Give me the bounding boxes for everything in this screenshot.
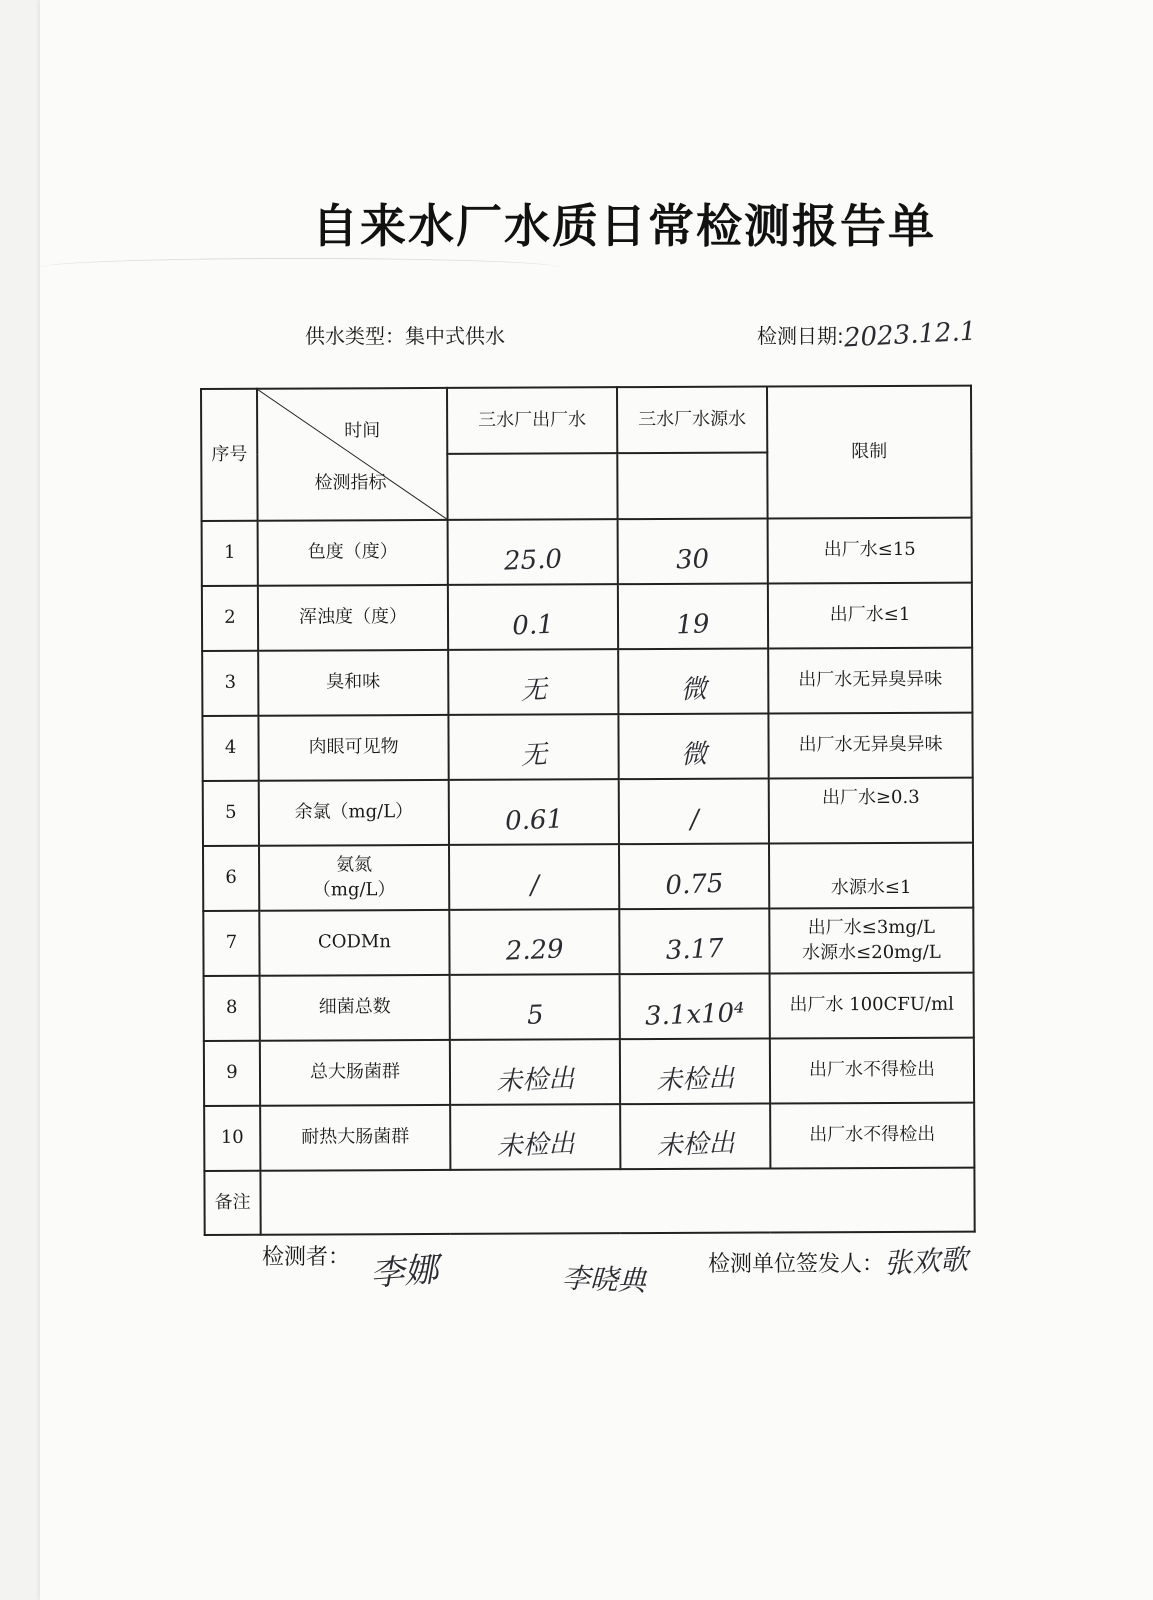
row-index: 7 <box>203 911 259 976</box>
row-index: 2 <box>202 586 258 651</box>
row-item: 臭和味 <box>258 650 448 716</box>
row-index: 10 <box>204 1106 260 1171</box>
row-index: 4 <box>202 716 258 781</box>
row-value-b: 3.17 <box>619 909 769 975</box>
test-date-value: 2023.12.1 <box>843 316 977 354</box>
row-index: 9 <box>204 1041 260 1106</box>
remark-label: 备注 <box>204 1171 260 1235</box>
header-limit: 限制 <box>767 386 972 519</box>
header-indicator: 检测指标 <box>314 471 387 494</box>
header-time: 时间 <box>344 420 381 442</box>
row-value-b: 30 <box>618 519 768 585</box>
row-value-a: 无 <box>448 714 618 780</box>
row-index: 1 <box>202 521 258 586</box>
row-value-a: 未检出 <box>450 1039 620 1105</box>
row-limit: 出厂水无异臭异味 <box>768 713 972 779</box>
header-diagonal-cell <box>257 388 448 521</box>
header-col-b-blank <box>617 453 767 520</box>
table-row <box>202 648 972 716</box>
row-limit: 出厂水≤1 <box>768 583 972 649</box>
report-title: 自来水厂水质日常检测报告单 <box>312 199 936 253</box>
table-row <box>203 843 973 911</box>
row-limit: 出厂水无异臭异味 <box>768 648 972 714</box>
table-row <box>204 973 974 1041</box>
row-limit: 出厂水≥0.3 <box>769 778 973 844</box>
row-value-a: 未检出 <box>450 1104 620 1170</box>
remark-value <box>260 1168 974 1235</box>
issuer-signature: 张欢歌 <box>883 1242 969 1281</box>
test-date <box>757 316 977 354</box>
report-table <box>200 385 976 1236</box>
header-index: 序号 <box>201 389 258 521</box>
table-row <box>203 908 973 976</box>
tester-signature-2: 李晓典 <box>561 1261 647 1298</box>
remark-row <box>204 1168 974 1235</box>
tester-signature-1: 李娜 <box>368 1249 440 1295</box>
row-value-a: 0.1 <box>448 584 618 650</box>
paper-crease <box>40 258 560 277</box>
row-limit: 出厂水不得检出 <box>770 1038 974 1104</box>
diagonal-line <box>258 389 447 520</box>
table-row <box>202 713 972 781</box>
table-row <box>202 583 972 651</box>
row-index: 3 <box>202 651 258 716</box>
row-item: 细菌总数 <box>260 975 450 1041</box>
row-limit: 出厂水≤15 <box>768 518 972 584</box>
supply-type-label: 供水类型： <box>305 324 405 348</box>
row-value-b: 3.1x10⁴ <box>620 974 770 1040</box>
row-item: 余氯（mg/L） <box>259 780 449 846</box>
row-item: 浑浊度（度） <box>258 585 448 651</box>
row-value-a: / <box>449 844 619 910</box>
header-col-a-blank <box>447 453 617 520</box>
row-value-b: 19 <box>618 584 768 650</box>
row-item: CODMn <box>259 910 449 976</box>
row-value-a: 0.61 <box>449 779 619 845</box>
test-date-label: 检测日期: <box>757 324 844 348</box>
row-index: 5 <box>203 781 259 846</box>
row-value-b: 0.75 <box>619 844 769 910</box>
row-index: 6 <box>203 846 259 911</box>
header-col-b: 三水厂水源水 <box>617 387 767 454</box>
row-value-a: 5 <box>450 974 620 1040</box>
issuer <box>708 1240 968 1280</box>
table-row <box>204 1103 974 1171</box>
issuer-label: 检测单位签发人： <box>708 1252 885 1277</box>
row-item: 总大肠菌群 <box>260 1040 450 1106</box>
row-value-a: 2.29 <box>449 909 619 975</box>
row-limit: 出厂水不得检出 <box>770 1103 974 1169</box>
row-item: 耐热大肠菌群 <box>260 1105 450 1171</box>
table-row <box>202 518 972 586</box>
header-row-1 <box>201 386 971 455</box>
row-value-b: 微 <box>618 714 768 780</box>
table-row <box>204 1038 974 1106</box>
header-col-a: 三水厂出厂水 <box>447 387 617 454</box>
tester-label: 检测者： <box>262 1245 351 1270</box>
row-item: 氨氮 （mg/L） <box>259 845 449 911</box>
row-value-b: 微 <box>618 649 768 715</box>
row-value-a: 无 <box>448 649 618 715</box>
supply-type <box>305 320 505 349</box>
row-limit: 水源水≤1 <box>769 843 973 909</box>
supply-type-value: 集中式供水 <box>405 324 505 348</box>
row-item: 肉眼可见物 <box>258 715 448 781</box>
row-item: 色度（度） <box>258 520 448 586</box>
row-index: 8 <box>204 976 260 1041</box>
row-limit: 出厂水 100CFU/ml <box>770 973 974 1039</box>
row-value-b: 未检出 <box>620 1104 770 1170</box>
row-value-a: 25.0 <box>448 519 618 585</box>
row-limit: 出厂水≤3mg/L 水源水≤20mg/L <box>769 908 973 974</box>
row-value-b: 未检出 <box>620 1039 770 1105</box>
table-row <box>203 778 973 846</box>
row-value-b: / <box>619 779 769 845</box>
